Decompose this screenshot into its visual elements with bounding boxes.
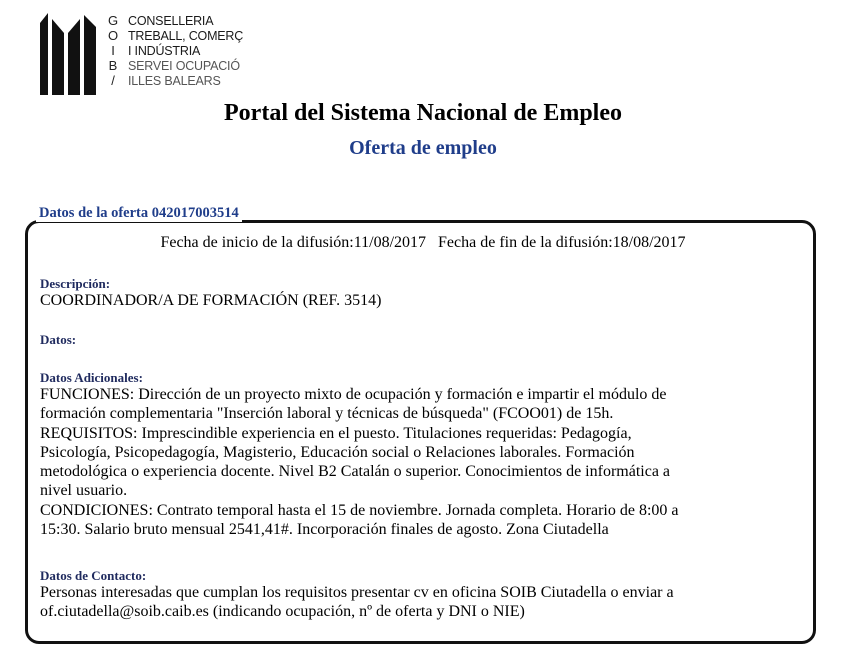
offer-legend: Datos de la oferta 042017003514 <box>36 205 242 222</box>
organization-name <box>128 14 243 89</box>
additional-line: 15:30. Salario bruto mensual 2541,41#. Incorporación finales de agosto. Zona Ciutadella <box>40 521 609 539</box>
page-title: Portal del Sistema Nacional de Empleo <box>224 100 622 126</box>
description-text: COORDINADOR/A DE FORMACIÓN (REF. 3514) <box>40 292 382 309</box>
contact-line: Personas interesadas que cumplan los requisitos presentar cv en oficina SOIB Ciutadella o enviar a <box>40 584 674 601</box>
goib-emblem-icon <box>40 13 96 95</box>
service-line: SERVEI OCUPACIÓ <box>128 59 240 73</box>
goib-letter: I <box>111 43 115 58</box>
contact-label: Datos de Contacto: <box>40 568 147 583</box>
additional-line: FUNCIONES: Dirección de un proyecto mixto de ocupación y formación e impartir el módulo de <box>40 386 667 403</box>
additional-line: metodológica o experiencia docente. Nivel B2 Catalán o superior. Conocimientos de informática a <box>40 463 671 481</box>
additional-data-text <box>40 385 800 539</box>
goib-letter: G <box>107 13 119 28</box>
service-line: ILLES BALEARS <box>128 74 221 88</box>
goib-logo <box>40 13 250 95</box>
org-line: CONSELLERIA <box>128 14 214 28</box>
goib-letter: O <box>107 28 119 43</box>
goib-slash: / <box>111 73 115 88</box>
additional-data-label: Datos Adicionales: <box>40 370 143 385</box>
additional-line: CONDICIONES: Contrato temporal hasta el 15 de noviembre. Jornada completa. Horario de 8:00 a <box>40 501 679 519</box>
diffusion-dates: Fecha de inicio de la difusión:11/08/2017 Fecha de fin de la difusión:18/08/2017 <box>160 234 686 251</box>
page-subtitle: Oferta de empleo <box>349 137 497 159</box>
additional-line: formación complementaria "Inserción laboral y técnicas de búsqueda" (FCOO01) de 15h. <box>40 405 614 423</box>
description-label: Descripción: <box>40 276 111 291</box>
additional-line: REQUISITOS: Imprescindible experiencia en el puesto. Titulaciones requeridas: Pedagogía, <box>40 424 632 442</box>
additional-line: Psicología, Psicopedagogía, Magisterio, Educación social o Relaciones laborales. Formación <box>40 443 635 461</box>
additional-line: nivel usuario. <box>40 482 128 500</box>
org-line: I INDÚSTRIA <box>128 44 201 58</box>
contact-text <box>40 583 800 622</box>
goib-letter: B <box>108 58 118 73</box>
goib-letters <box>106 13 120 95</box>
datos-label: Datos: <box>40 332 77 347</box>
org-line: TREBALL, COMERÇ <box>128 29 244 43</box>
contact-line: of.ciutadella@soib.caib.es (indicando ocupación, nº de oferta y DNI o NIE) <box>40 603 525 621</box>
